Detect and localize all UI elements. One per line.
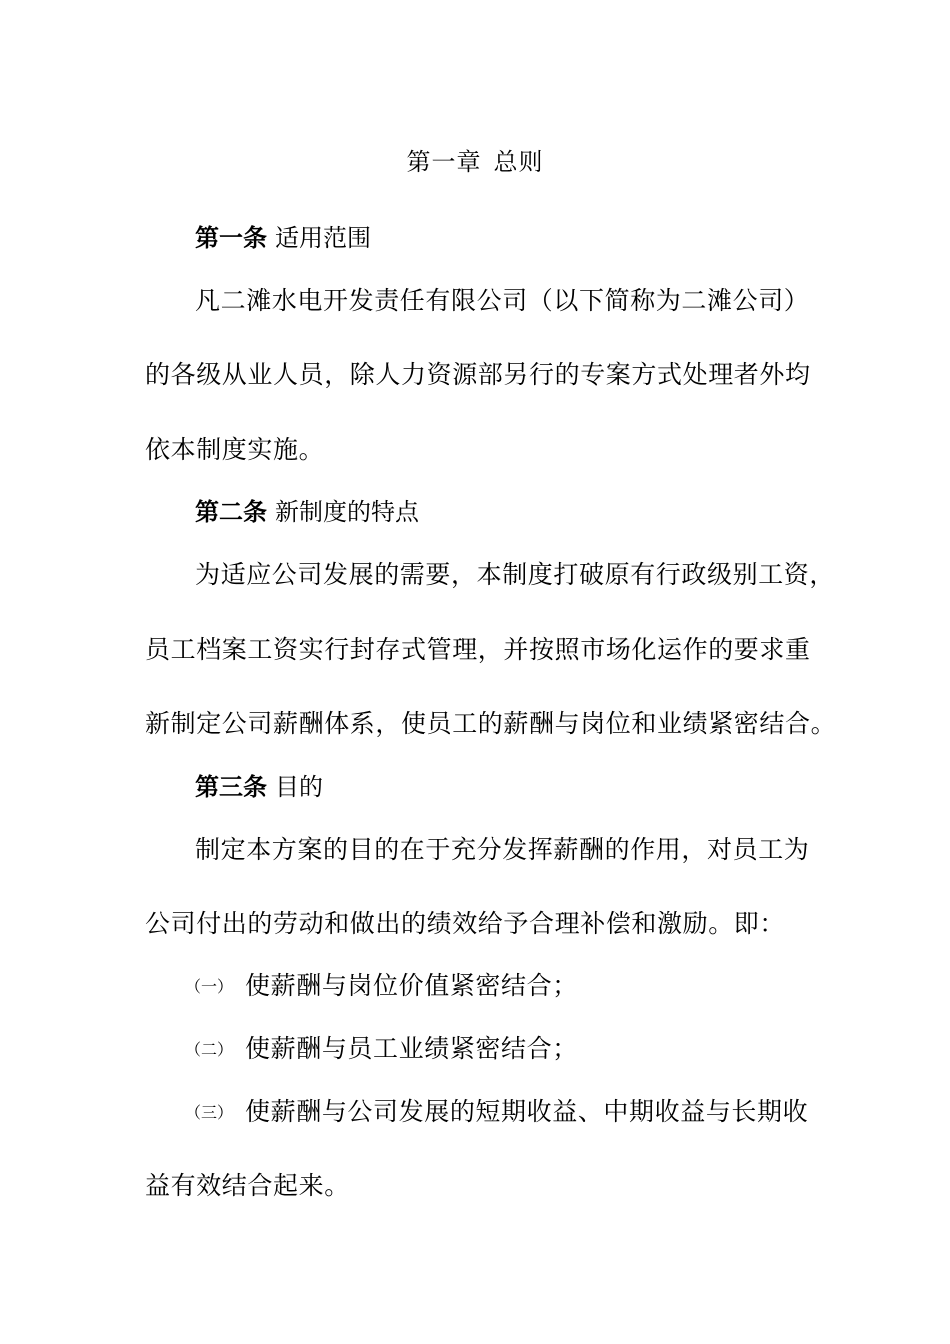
paragraph-line: 新制定公司薪酬体系，使员工的薪酬与岗位和业绩紧密结合。 — [145, 709, 837, 738]
paragraph-line: 依本制度实施。 — [145, 435, 325, 464]
list-item — [185, 970, 578, 1003]
chapter-number: 第一章 — [406, 148, 482, 176]
article-title: 目的 — [275, 773, 323, 801]
list-marker: （三） — [185, 1103, 234, 1122]
paragraph-line: 凡二滩水电开发责任有限公司（以下简称为二滩公司） — [195, 286, 810, 315]
article-2-heading — [195, 496, 419, 528]
paragraph-line: 员工档案工资实行封存式管理，并按照市场化运作的要求重 — [145, 635, 811, 664]
article-number: 第二条 — [195, 498, 267, 526]
article-number: 第一条 — [195, 224, 267, 252]
article-title: 适用范围 — [275, 224, 371, 252]
chapter-heading — [0, 146, 950, 178]
chapter-title: 总则 — [493, 148, 544, 176]
list-item — [185, 1033, 578, 1066]
article-3-heading — [195, 771, 323, 803]
list-text: 使薪酬与公司发展的短期收益、中期收益与长期收 — [245, 1097, 809, 1126]
paragraph-line: 的各级从业人员，除人力资源部另行的专案方式处理者外均 — [145, 360, 811, 389]
paragraph-line: 制定本方案的目的在于充分发挥薪酬的作用，对员工为 — [195, 835, 810, 864]
list-item — [185, 1096, 808, 1129]
paragraph-line: 为适应公司发展的需要，本制度打破原有行政级别工资， — [195, 560, 836, 589]
paragraph-line: 公司付出的劳动和做出的绩效给予合理补偿和激励。即： — [145, 909, 786, 938]
list-text: 使薪酬与岗位价值紧密结合； — [245, 971, 578, 1000]
paragraph-line: 益有效结合起来。 — [145, 1171, 350, 1200]
list-text: 使薪酬与员工业绩紧密结合； — [245, 1034, 578, 1063]
article-number: 第三条 — [195, 773, 267, 801]
article-title: 新制度的特点 — [275, 498, 419, 526]
article-1-heading — [195, 222, 371, 254]
list-marker: （二） — [185, 1040, 234, 1059]
list-marker: （一） — [185, 977, 234, 996]
